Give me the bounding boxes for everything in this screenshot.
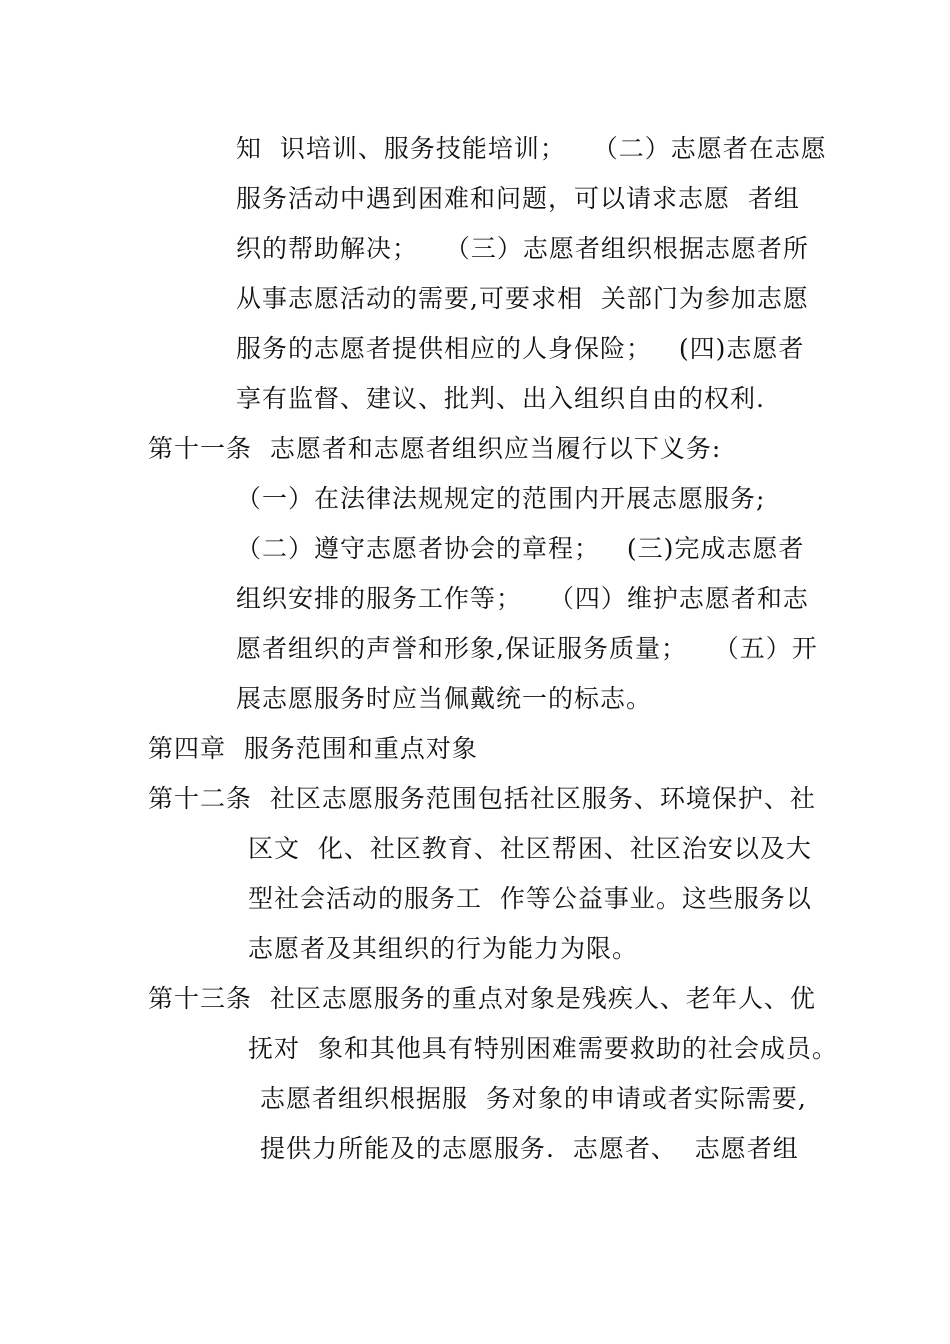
text-line: 展志愿服务时应当佩戴统一的标志。 [236, 684, 653, 713]
text-line: 抚对 象和其他具有特别困难需要救助的社会成员。 [248, 1034, 838, 1063]
text-line: 享有监督、建议、批判、出入组织自由的权利. [236, 384, 765, 413]
text-line: 服务活动中遇到困难和问题，可以请求志愿 者组 [236, 184, 800, 213]
text-line: 志愿者及其组织的行为能力为限。 [248, 934, 639, 963]
text-line: 织的帮助解决； （三）志愿者组织根据志愿者所 [236, 234, 809, 263]
article-heading: 第十一条 志愿者和志愿者组织应当履行以下义务: [148, 434, 722, 463]
article-heading: 第十二条 社区志愿服务范围包括社区服务、环境保护、社 [148, 784, 816, 813]
text-line: 从事志愿活动的需要,可要求相 关部门为参加志愿 [236, 284, 809, 313]
text-line: （二）遵守志愿者协会的章程； (三)完成志愿者 [236, 534, 805, 563]
text-line: 区文 化、社区教育、社区帮困、社区治安以及大 [248, 834, 812, 863]
text-line: 型社会活动的服务工 作等公益事业。这些服务以 [248, 884, 812, 913]
text-line: 组织安排的服务工作等； （四）维护志愿者和志 [236, 584, 809, 613]
text-line: 知 识培训、服务技能培训； （二）志愿者在志愿 [236, 134, 827, 163]
text-line: 服务的志愿者提供相应的人身保险； (四)志愿者 [236, 334, 805, 363]
text-line: （一）在法律法规规定的范围内开展志愿服务; [236, 484, 766, 513]
text-line: 志愿者组织根据服 务对象的申请或者实际需要, [260, 1084, 807, 1113]
text-line: 愿者组织的声誉和形象,保证服务质量； （五）开 [236, 634, 818, 663]
article-heading: 第十三条 社区志愿服务的重点对象是残疾人、老年人、优 [148, 984, 816, 1013]
chapter-heading: 第四章 服务范围和重点对象 [148, 734, 478, 763]
text-line: 提供力所能及的志愿服务. 志愿者、 志愿者组 [260, 1134, 799, 1163]
